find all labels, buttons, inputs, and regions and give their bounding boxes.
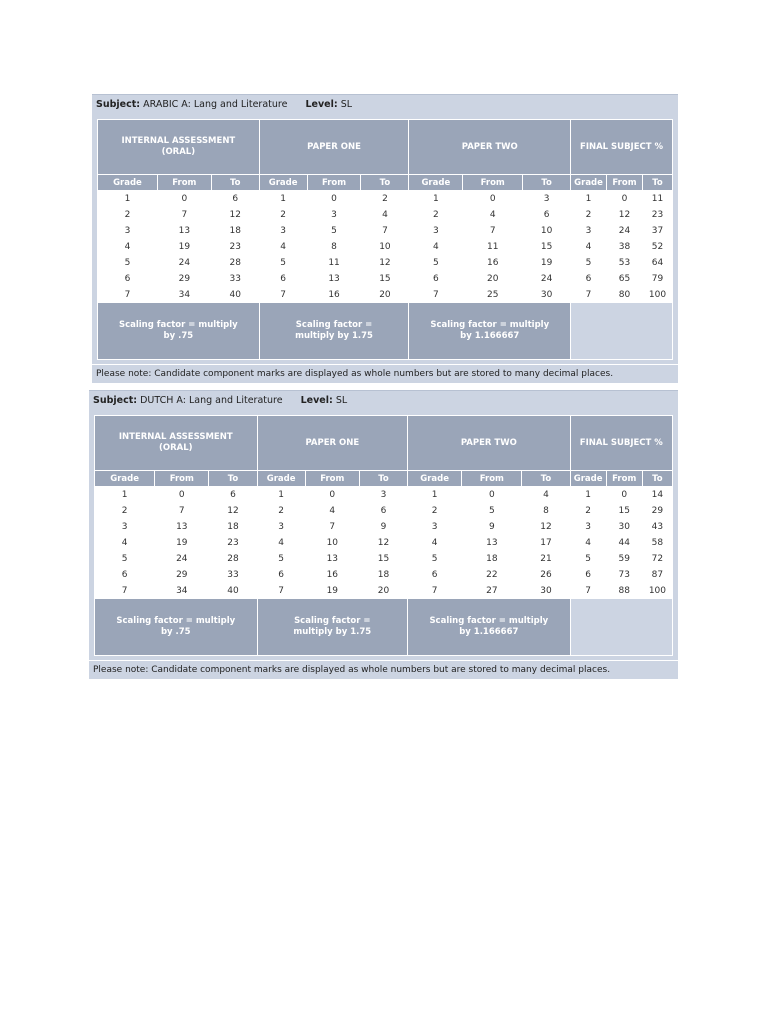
- grade-cell: 29: [157, 271, 211, 287]
- grade-cell: 1: [409, 191, 463, 207]
- table-row: [95, 583, 673, 599]
- grade-cell: 44: [606, 535, 642, 551]
- grade-cell: 3: [98, 223, 158, 239]
- grade-boundary-block-arabic: [92, 94, 678, 383]
- component-header: INTERNAL ASSESSMENT (ORAL): [98, 120, 260, 175]
- grade-cell: 2: [408, 503, 462, 519]
- grade-cell: 4: [408, 535, 462, 551]
- grade-cell: 30: [606, 519, 642, 535]
- grade-cell: 4: [361, 207, 409, 223]
- column-header-from: From: [463, 175, 523, 191]
- column-header-from: From: [157, 175, 211, 191]
- grade-cell: 1: [408, 487, 462, 503]
- grade-cell: 65: [607, 271, 643, 287]
- grade-cell: 12: [522, 519, 570, 535]
- grade-cell: 18: [462, 551, 522, 567]
- grade-cell: 0: [305, 487, 359, 503]
- grade-cell: 16: [305, 567, 359, 583]
- grade-boundary-table: [97, 119, 673, 360]
- grade-cell: 15: [359, 551, 407, 567]
- grade-cell: 6: [359, 503, 407, 519]
- grade-cell: 8: [307, 239, 361, 255]
- grade-cell: 15: [361, 271, 409, 287]
- grade-cell: 7: [95, 583, 155, 599]
- column-header-from: From: [462, 471, 522, 487]
- grade-cell: 0: [462, 487, 522, 503]
- grade-cell: 0: [607, 191, 643, 207]
- grade-cell: 2: [98, 207, 158, 223]
- column-header-to: To: [522, 471, 570, 487]
- level-label: Level:: [300, 395, 333, 406]
- grade-cell: 2: [409, 207, 463, 223]
- subject-label: Subject:: [93, 395, 138, 406]
- grade-cell: 4: [409, 239, 463, 255]
- column-header-from: From: [607, 175, 643, 191]
- column-header-to: To: [523, 175, 571, 191]
- grade-cell: 18: [209, 519, 257, 535]
- grade-cell: 13: [155, 519, 209, 535]
- grade-cell: 20: [361, 287, 409, 303]
- grade-cell: 4: [98, 239, 158, 255]
- column-header-from: From: [305, 471, 359, 487]
- grade-cell: 2: [361, 191, 409, 207]
- table-row: [98, 191, 673, 207]
- table-row: [95, 535, 673, 551]
- scaling-factor: Scaling factor = multiply by 1.75: [259, 303, 409, 360]
- note-bar: Please note: Candidate component marks are displayed as whole numbers but are stored to many decimal places.: [92, 364, 678, 383]
- grade-cell: 7: [408, 583, 462, 599]
- scaling-factor: Scaling factor = multiply by 1.166667: [409, 303, 571, 360]
- grade-cell: 15: [606, 503, 642, 519]
- grade-cell: 24: [607, 223, 643, 239]
- scaling-empty-cell: [570, 599, 672, 656]
- grade-cell: 7: [463, 223, 523, 239]
- table-row: [98, 223, 673, 239]
- grade-cell: 29: [642, 503, 672, 519]
- table-row: [95, 519, 673, 535]
- grade-cell: 100: [642, 287, 672, 303]
- table-row: [98, 239, 673, 255]
- grade-cell: 7: [570, 583, 606, 599]
- note-bar: Please note: Candidate component marks are displayed as whole numbers but are stored to many decimal places.: [89, 660, 678, 679]
- grade-cell: 4: [570, 535, 606, 551]
- component-header: FINAL SUBJECT %: [571, 120, 673, 175]
- table-row: [98, 271, 673, 287]
- grade-cell: 0: [157, 191, 211, 207]
- grade-cell: 6: [571, 271, 607, 287]
- grade-cell: 17: [522, 535, 570, 551]
- grade-cell: 13: [157, 223, 211, 239]
- grade-cell: 6: [98, 271, 158, 287]
- grade-cell: 4: [463, 207, 523, 223]
- grade-cell: 2: [259, 207, 307, 223]
- grade-cell: 20: [359, 583, 407, 599]
- grade-cell: 1: [257, 487, 305, 503]
- grade-cell: 1: [570, 487, 606, 503]
- grade-cell: 19: [305, 583, 359, 599]
- grade-cell: 2: [570, 503, 606, 519]
- grade-cell: 24: [157, 255, 211, 271]
- grade-cell: 10: [523, 223, 571, 239]
- grade-cell: 3: [523, 191, 571, 207]
- grade-cell: 0: [307, 191, 361, 207]
- grade-cell: 23: [211, 239, 259, 255]
- grade-cell: 2: [95, 503, 155, 519]
- grade-cell: 6: [570, 567, 606, 583]
- grade-cell: 5: [462, 503, 522, 519]
- grade-cell: 14: [642, 487, 672, 503]
- grade-cell: 34: [157, 287, 211, 303]
- grade-cell: 3: [570, 519, 606, 535]
- column-header-to: To: [211, 175, 259, 191]
- grade-cell: 3: [409, 223, 463, 239]
- grade-cell: 5: [408, 551, 462, 567]
- grade-cell: 23: [209, 535, 257, 551]
- column-header-grade: Grade: [408, 471, 462, 487]
- grade-boundary-table: [94, 415, 673, 656]
- grade-cell: 33: [211, 271, 259, 287]
- level-value: SL: [335, 395, 348, 406]
- grade-boundary-block-dutch: [89, 390, 678, 679]
- grade-cell: 7: [157, 207, 211, 223]
- grade-cell: 19: [523, 255, 571, 271]
- table-row: [98, 255, 673, 271]
- column-header-grade: Grade: [259, 175, 307, 191]
- grade-cell: 6: [259, 271, 307, 287]
- grade-cell: 4: [259, 239, 307, 255]
- grade-cell: 1: [259, 191, 307, 207]
- scaling-factor: Scaling factor = multiply by 1.166667: [408, 599, 571, 656]
- grade-cell: 19: [155, 535, 209, 551]
- grade-cell: 12: [607, 207, 643, 223]
- grade-cell: 6: [209, 487, 257, 503]
- grade-cell: 7: [571, 287, 607, 303]
- grade-cell: 28: [211, 255, 259, 271]
- grade-cell: 6: [409, 271, 463, 287]
- grade-cell: 7: [257, 583, 305, 599]
- grade-cell: 73: [606, 567, 642, 583]
- grade-cell: 12: [361, 255, 409, 271]
- grade-cell: 29: [155, 567, 209, 583]
- column-header-grade: Grade: [257, 471, 305, 487]
- grade-cell: 8: [522, 503, 570, 519]
- grade-cell: 3: [408, 519, 462, 535]
- grade-cell: 27: [462, 583, 522, 599]
- grade-cell: 7: [409, 287, 463, 303]
- grade-cell: 100: [642, 583, 672, 599]
- grade-cell: 7: [361, 223, 409, 239]
- grade-cell: 87: [642, 567, 672, 583]
- grade-cell: 28: [209, 551, 257, 567]
- grade-table-wrapper: [92, 115, 678, 364]
- grade-cell: 3: [95, 519, 155, 535]
- column-header-from: From: [307, 175, 361, 191]
- level-label: Level:: [305, 99, 338, 110]
- grade-cell: 1: [98, 191, 158, 207]
- grade-cell: 4: [257, 535, 305, 551]
- grade-cell: 16: [463, 255, 523, 271]
- subject-name: ARABIC A: Lang and Literature: [143, 99, 288, 110]
- grade-cell: 5: [98, 255, 158, 271]
- grade-cell: 18: [211, 223, 259, 239]
- grade-cell: 37: [642, 223, 672, 239]
- grade-cell: 3: [257, 519, 305, 535]
- grade-cell: 12: [209, 503, 257, 519]
- grade-cell: 12: [359, 535, 407, 551]
- table-row: [95, 487, 673, 503]
- grade-cell: 19: [157, 239, 211, 255]
- grade-cell: 30: [523, 287, 571, 303]
- grade-cell: 5: [257, 551, 305, 567]
- grade-cell: 13: [307, 271, 361, 287]
- grade-cell: 13: [305, 551, 359, 567]
- component-header: FINAL SUBJECT %: [570, 416, 672, 471]
- grade-cell: 4: [95, 535, 155, 551]
- grade-cell: 6: [257, 567, 305, 583]
- grade-cell: 79: [642, 271, 672, 287]
- grade-cell: 40: [209, 583, 257, 599]
- grade-cell: 80: [607, 287, 643, 303]
- grade-cell: 0: [463, 191, 523, 207]
- column-header-from: From: [606, 471, 642, 487]
- grade-cell: 5: [95, 551, 155, 567]
- scaling-factor: Scaling factor = multiply by 1.75: [257, 599, 408, 656]
- grade-cell: 0: [606, 487, 642, 503]
- scaling-factor: Scaling factor = multiply by .75: [98, 303, 260, 360]
- grade-cell: 3: [259, 223, 307, 239]
- grade-cell: 43: [642, 519, 672, 535]
- grade-cell: 58: [642, 535, 672, 551]
- grade-cell: 34: [155, 583, 209, 599]
- subject-bar: [89, 390, 678, 411]
- grade-cell: 0: [155, 487, 209, 503]
- component-header: PAPER ONE: [257, 416, 408, 471]
- column-header-grade: Grade: [409, 175, 463, 191]
- grade-cell: 13: [462, 535, 522, 551]
- grade-cell: 2: [571, 207, 607, 223]
- grade-cell: 23: [642, 207, 672, 223]
- grade-cell: 59: [606, 551, 642, 567]
- grade-cell: 1: [95, 487, 155, 503]
- column-header-to: To: [642, 175, 672, 191]
- grade-cell: 33: [209, 567, 257, 583]
- column-header-to: To: [361, 175, 409, 191]
- subject-label: Subject:: [96, 99, 141, 110]
- grade-cell: 11: [463, 239, 523, 255]
- grade-cell: 24: [155, 551, 209, 567]
- grade-cell: 52: [642, 239, 672, 255]
- grade-cell: 9: [462, 519, 522, 535]
- grade-cell: 40: [211, 287, 259, 303]
- column-header-grade: Grade: [98, 175, 158, 191]
- grade-cell: 53: [607, 255, 643, 271]
- grade-cell: 4: [305, 503, 359, 519]
- grade-cell: 5: [259, 255, 307, 271]
- grade-cell: 20: [463, 271, 523, 287]
- grade-cell: 38: [607, 239, 643, 255]
- grade-cell: 22: [462, 567, 522, 583]
- grade-cell: 1: [571, 191, 607, 207]
- grade-cell: 9: [359, 519, 407, 535]
- grade-cell: 24: [523, 271, 571, 287]
- grade-cell: 5: [307, 223, 361, 239]
- grade-cell: 64: [642, 255, 672, 271]
- grade-cell: 15: [523, 239, 571, 255]
- grade-cell: 18: [359, 567, 407, 583]
- grade-cell: 10: [305, 535, 359, 551]
- component-header: PAPER TWO: [408, 416, 571, 471]
- grade-cell: 26: [522, 567, 570, 583]
- grade-cell: 3: [359, 487, 407, 503]
- table-row: [95, 503, 673, 519]
- column-header-grade: Grade: [571, 175, 607, 191]
- grade-cell: 6: [95, 567, 155, 583]
- grade-cell: 5: [570, 551, 606, 567]
- column-header-to: To: [359, 471, 407, 487]
- grade-cell: 7: [259, 287, 307, 303]
- grade-cell: 5: [409, 255, 463, 271]
- scaling-empty-cell: [571, 303, 673, 360]
- table-row: [98, 207, 673, 223]
- grade-cell: 16: [307, 287, 361, 303]
- grade-cell: 6: [523, 207, 571, 223]
- grade-cell: 6: [211, 191, 259, 207]
- grade-cell: 10: [361, 239, 409, 255]
- column-header-to: To: [209, 471, 257, 487]
- component-header: PAPER ONE: [259, 120, 409, 175]
- column-header-to: To: [642, 471, 672, 487]
- level-value: SL: [340, 99, 353, 110]
- grade-cell: 11: [642, 191, 672, 207]
- component-header: PAPER TWO: [409, 120, 571, 175]
- column-header-from: From: [155, 471, 209, 487]
- scaling-factor: Scaling factor = multiply by .75: [95, 599, 258, 656]
- component-header: INTERNAL ASSESSMENT (ORAL): [95, 416, 258, 471]
- subject-bar: [92, 94, 678, 115]
- grade-cell: 88: [606, 583, 642, 599]
- table-row: [98, 287, 673, 303]
- grade-cell: 21: [522, 551, 570, 567]
- grade-cell: 7: [305, 519, 359, 535]
- grade-cell: 4: [571, 239, 607, 255]
- grade-cell: 6: [408, 567, 462, 583]
- table-row: [95, 567, 673, 583]
- grade-cell: 11: [307, 255, 361, 271]
- grade-cell: 3: [571, 223, 607, 239]
- subject-name: DUTCH A: Lang and Literature: [140, 395, 283, 406]
- grade-cell: 4: [522, 487, 570, 503]
- grade-cell: 5: [571, 255, 607, 271]
- grade-table-wrapper: [89, 411, 678, 660]
- grade-cell: 30: [522, 583, 570, 599]
- grade-cell: 25: [463, 287, 523, 303]
- grade-cell: 3: [307, 207, 361, 223]
- column-header-grade: Grade: [95, 471, 155, 487]
- grade-cell: 7: [155, 503, 209, 519]
- grade-cell: 2: [257, 503, 305, 519]
- grade-cell: 72: [642, 551, 672, 567]
- column-header-grade: Grade: [570, 471, 606, 487]
- table-row: [95, 551, 673, 567]
- grade-cell: 7: [98, 287, 158, 303]
- grade-cell: 12: [211, 207, 259, 223]
